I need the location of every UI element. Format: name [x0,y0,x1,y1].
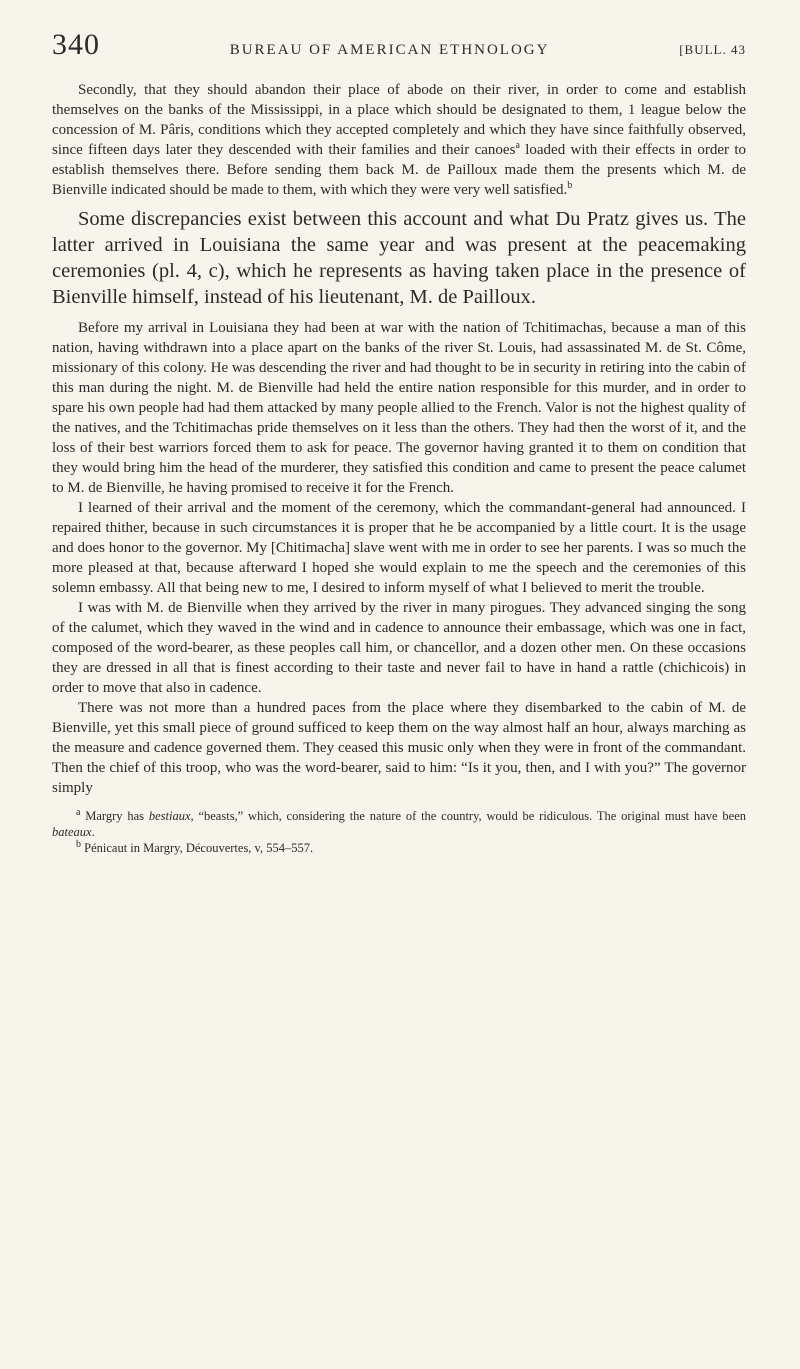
quote-paragraph-war: Before my arrival in Louisiana they had been at war with the nation of Tchitimachas, because a man of this nation, having withdrawn into a place apart on the banks of the river St. Louis, had assassinated M. de St. Côme, missionary of this colony. He was descending the river and had thought to be in security in retiring into the cabin of this man during the night. M. de Bienville had held the entire nation responsible for this murder, and in order to spare his own people had had them attacked by many people allied to the French. Valor is not the highest quality of the natives, and the Tchitimachas pride themselves on it less than the others. They had then the worst of it, and the loss of their best warriors forced them to ask for peace. The governor having granted it to them on condition that they would bring him the head of the murderer, they satisfied this condition and came to present the peace calumet to M. de Bienville, he having promised to receive it for the French. [52,320,746,496]
running-head [52,28,746,62]
footnote-a-marker: a [76,806,81,818]
running-title: BUREAU OF AMERICAN ETHNOLOGY [229,42,550,58]
footnote-b [52,840,746,856]
footnote-a-text-3: . [91,825,95,839]
du-pratz-quotation [52,318,746,798]
footnote-ref-a: a [515,140,520,151]
footnote-a [52,808,746,840]
quote-paragraph-procession: There was not more than a hundred paces from the place where they disembarked to the cabin of M. de Bienville, yet this small piece of ground sufficed to keep them on the way almost half an hour, always marching as the measure and cadence governed them. They ceased this music only when they were in front of the commandant. Then the chief of this troop, who was the word-bearer, said to him: “Is it you, then, and I with you?” The governor simply [52,700,746,796]
paragraph-conditions-text-a: Secondly, that they should abandon their place of abode on their river, in order to come and establish themselves on the banks of the Mississippi, in a place which should be designated to them, 1 league below the concession of M. Pâris, conditions which they accepted completely and which they have since faithfully observed, since fifteen days later they descended with their families and their canoes [52,82,746,158]
bulletin-reference: [BULL. 43 [679,42,746,57]
footnote-b-marker: b [76,838,81,850]
footnote-a-italic-1: bestiaux [148,809,191,823]
paragraph-conditions-text-b: loaded with their effects in order to establish themselves there. Before sending them back M. de Pailloux made them the presents which M. de Bienville indicated should be made to them, with which they were very well satisfied. [52,142,746,198]
footnote-a-text-1: Margry has [80,809,149,823]
quote-paragraph-arrival: I was with M. de Bienville when they arrived by the river in many pirogues. They advanced singing the song of the calumet, which they waved in the wind and in cadence to announce their embassage, which was one in fact, composed of the word-bearer, as these peoples call him, or chancellor, and a dozen other men. On these occasions they are dressed in all that is finest according to their taste and never fail to have in hand a rattle (chichicois) in order to move that also in cadence. [52,600,746,696]
footnote-a-italic-2: bateaux [52,825,92,839]
page-number: 340 [52,28,100,61]
footnote-b-text: Pénicaut in Margry, Découvertes, v, 554–557. [81,841,314,855]
paragraph-conditions [52,80,746,200]
footnotes [52,808,746,856]
footnote-a-text-2: , “beasts,” which, considering the nature of the country, would be ridiculous. The original must have been [190,809,746,823]
footnote-ref-b: b [567,180,573,191]
paragraph-discrepancies: Some discrepancies exist between this account and what Du Pratz gives us. The latter arrived in Louisiana the same year and was present at the peacemaking ceremonies (pl. 4, c), which he represents as having taken place in the presence of Bienville himself, instead of his lieutenant, M. de Pailloux. [52,208,746,308]
quote-paragraph-ceremony: I learned of their arrival and the moment of the ceremony, which the commandant-general had announced. I repaired thither, because in such circumstances it is proper that he be accompanied by a little court. It is the usage and does honor to the governor. My [Chitimacha] slave went with me in order to see her parents. I was so much the more pleased at that, because afterward I hoped she would explain to me the speech and the ceremonies of this solemn embassy. All that being new to me, I desired to inform myself of what I believed to merit the trouble. [52,500,746,596]
